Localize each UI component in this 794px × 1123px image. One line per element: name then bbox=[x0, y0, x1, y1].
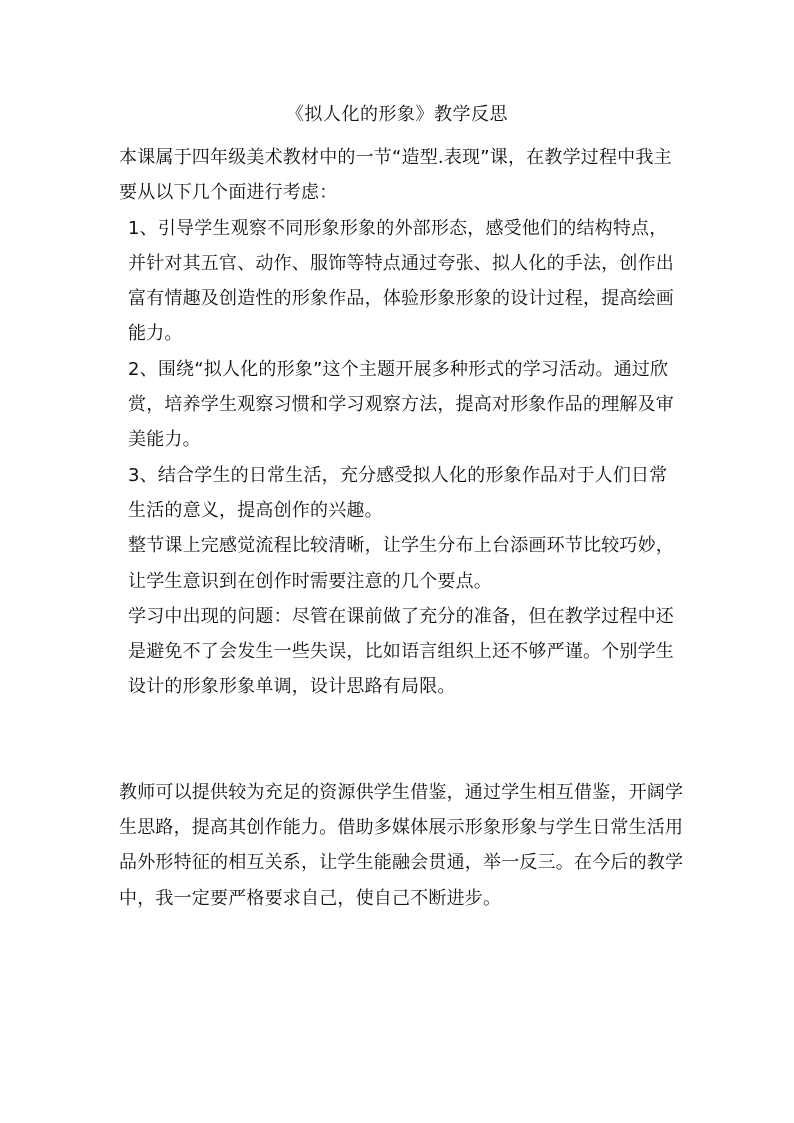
document-title: 《拟人化的形象》教学反思 bbox=[286, 104, 508, 125]
point-2-paragraph: 2、围绕“拟人化的形象”这个主题开展多种形式的学习活动。通过欣赏，培养学生观察习惯和学习观察方法，提高对形象作品的理解及审美能力。 bbox=[128, 358, 674, 451]
intro-paragraph: 本课属于四年级美术教材中的一节“造型.表现”课，在教学过程中我主要从以下几个面进行考虑： bbox=[119, 147, 672, 204]
paragraph-gap bbox=[119, 705, 685, 775]
summary-paragraph: 整节课上完感觉流程比较清晰，让学生分布上台添画环节比较巧妙，让学生意识到在创作时需要注意的几个要点。 bbox=[128, 535, 674, 592]
point-3-paragraph: 3、结合学生的日常生活，充分感受拟人化的形象作品对于人们日常生活的意义，提高创作的兴趣。 bbox=[128, 464, 668, 521]
point-1-paragraph: 1、引导学生观察不同形象形象的外部形态，感受他们的结构特点，并针对其五官、动作、服饰等特点通过夸张、拟人化的手法，创作出富有情趣及创造性的形象作品，体验形象形象的设计过程，提高绘画能力。 bbox=[128, 217, 674, 345]
problems-paragraph: 学习中出现的问题：尽管在课前做了充分的准备，但在教学过程中还是避免不了会发生一些失误，比如语言组织上还不够严谨。个别学生设计的形象形象单调，设计思路有局限。 bbox=[128, 605, 674, 698]
improvement-paragraph: 教师可以提供较为充足的资源供学生借鉴，通过学生相互借鉴，开阔学生思路，提高其创作能力。借助多媒体展示形象形象与学生日常生活用品外形特征的相互关系，让学生能融会贯通，举一反三。在今后的教学中，我一定要严格要求自己，使自己不断进步。 bbox=[119, 781, 684, 909]
document-body bbox=[119, 140, 685, 916]
